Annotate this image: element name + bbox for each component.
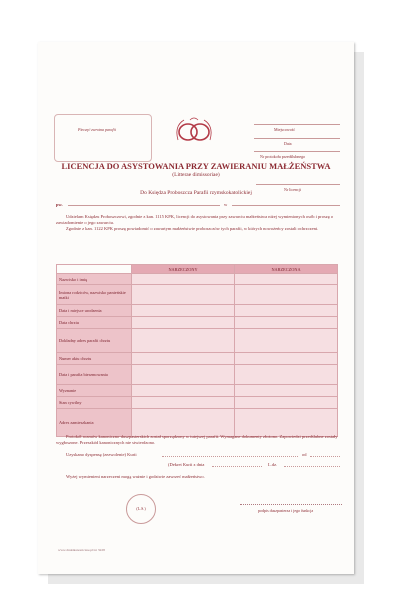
date-line [254, 138, 340, 139]
groom-civil-status-field[interactable] [132, 397, 235, 409]
groom-address-field[interactable] [132, 409, 235, 437]
decree-label: (Dekret Kurii z dnia [168, 462, 205, 467]
bride-name-field[interactable] [235, 274, 338, 285]
row-label-address: Adres zamieszkania [57, 409, 132, 437]
bride-parents-field[interactable] [235, 285, 338, 305]
place-line [254, 124, 340, 125]
table-corner [57, 265, 132, 274]
bride-civil-status-field[interactable] [235, 397, 338, 409]
bride-address-field[interactable] [235, 409, 338, 437]
bride-birth-field[interactable] [235, 305, 338, 317]
decree-date-line [212, 466, 262, 467]
wedding-rings-icon [170, 114, 218, 146]
parish-name-line [68, 205, 220, 206]
row-label-parents: Imiona rodziców, nazwisko panieńskie matki [57, 285, 132, 305]
protocol-paragraph: Protokół rozmów kanoniczno-duszpasterskich został sporządzony w tutejszej parafii. Wymagane dokumenty złożono. Zapowiedzi przedślubne zostały wygłoszone. Przeszkód kanonicznych nie stwierdzono. [56, 434, 338, 445]
place-label: Miejscowość [274, 127, 296, 132]
bride-confirmation-field[interactable] [235, 365, 338, 385]
od-label: od [302, 452, 307, 457]
bride-baptism-date-field[interactable] [235, 317, 338, 329]
bride-baptism-number-field[interactable] [235, 353, 338, 365]
seal-placeholder: (L.S.) [126, 494, 156, 524]
date-label: Data [284, 141, 292, 146]
publisher-footer: www.drukikanoniczne.pl/nr 3228 [58, 548, 105, 552]
groom-religion-field[interactable] [132, 385, 235, 397]
ldz-label: L.dz. [268, 462, 278, 467]
form-subtitle: (Litterae dimissoriae) [172, 172, 220, 178]
column-bride: NARZECZONA [235, 265, 338, 274]
paragraph-licence: Udzielam Księdzu Proboszczowi, zgodnie z kan. 1115 KPK, licencji do asystowania przy zawarciu małżeństwa niżej wymienionych osób i proszę o zawiadomienie o jego zawarciu. [56, 214, 334, 225]
paragraph-notify: Zgodnie z kan. 1122 KPK proszę powiadomić o zawartym małżeństwie proboszczów tych parafii, w których nowożeńcy zostali ochrzczeni. [66, 226, 319, 231]
groom-baptism-parish-field[interactable] [132, 329, 235, 353]
parish-place-line [232, 205, 340, 206]
spouses-table [56, 264, 338, 437]
row-label-baptism-number: Numer aktu chrztu [57, 353, 132, 365]
w-label: w [224, 202, 228, 207]
licence-form [38, 42, 354, 574]
parish-stamp-box [54, 114, 152, 162]
bride-baptism-parish-field[interactable] [235, 329, 338, 353]
pw-label: pw. [56, 202, 63, 207]
od-line [310, 456, 340, 457]
column-groom: NARZECZONY [132, 265, 235, 274]
protocol-label: Nr protokołu przedślubnego [260, 154, 306, 159]
licence-number-line [256, 184, 340, 185]
row-label-confirmation: Data i parafia bierzmowania [57, 365, 132, 385]
groom-confirmation-field[interactable] [132, 365, 235, 385]
row-label-birth: Data i miejsce urodzenia [57, 305, 132, 317]
row-label-civil-status: Stan cywilny [57, 397, 132, 409]
ldz-line [284, 466, 340, 467]
row-label-name: Nazwisko i imię [57, 274, 132, 285]
groom-baptism-date-field[interactable] [132, 317, 235, 329]
row-label-baptism-parish: Dokładny adres parafii chrztu [57, 329, 132, 353]
dispense-label: Uzyskano dyspensę (zezwolenie) Kurii [66, 452, 137, 457]
signature-line [240, 504, 342, 505]
addressee: Do Księdza Proboszcza Parafii rzymskokatolickiej [140, 190, 252, 196]
groom-name-field[interactable] [132, 274, 235, 285]
row-label-baptism-date: Data chrztu [57, 317, 132, 329]
groom-baptism-number-field[interactable] [132, 353, 235, 365]
groom-birth-field[interactable] [132, 305, 235, 317]
licence-number-label: Nr licencji [284, 187, 301, 192]
form-title: LICENCJA DO ASYSTOWANIA PRZY ZAWIERANIU MAŁŻEŃSTWA [61, 161, 331, 171]
signature-label: podpis duszpasterza i jego funkcja [258, 508, 314, 513]
dispense-line [162, 456, 298, 457]
protocol-line [254, 151, 340, 152]
final-statement: Wyżej wymienieni narzeczeni mogą ważnie i godziwie zawrzeć małżeństwo. [66, 474, 205, 479]
bride-religion-field[interactable] [235, 385, 338, 397]
stamp-label: Pieczęć zwrotna parafii [78, 127, 116, 132]
row-label-religion: Wyznanie [57, 385, 132, 397]
groom-parents-field[interactable] [132, 285, 235, 305]
